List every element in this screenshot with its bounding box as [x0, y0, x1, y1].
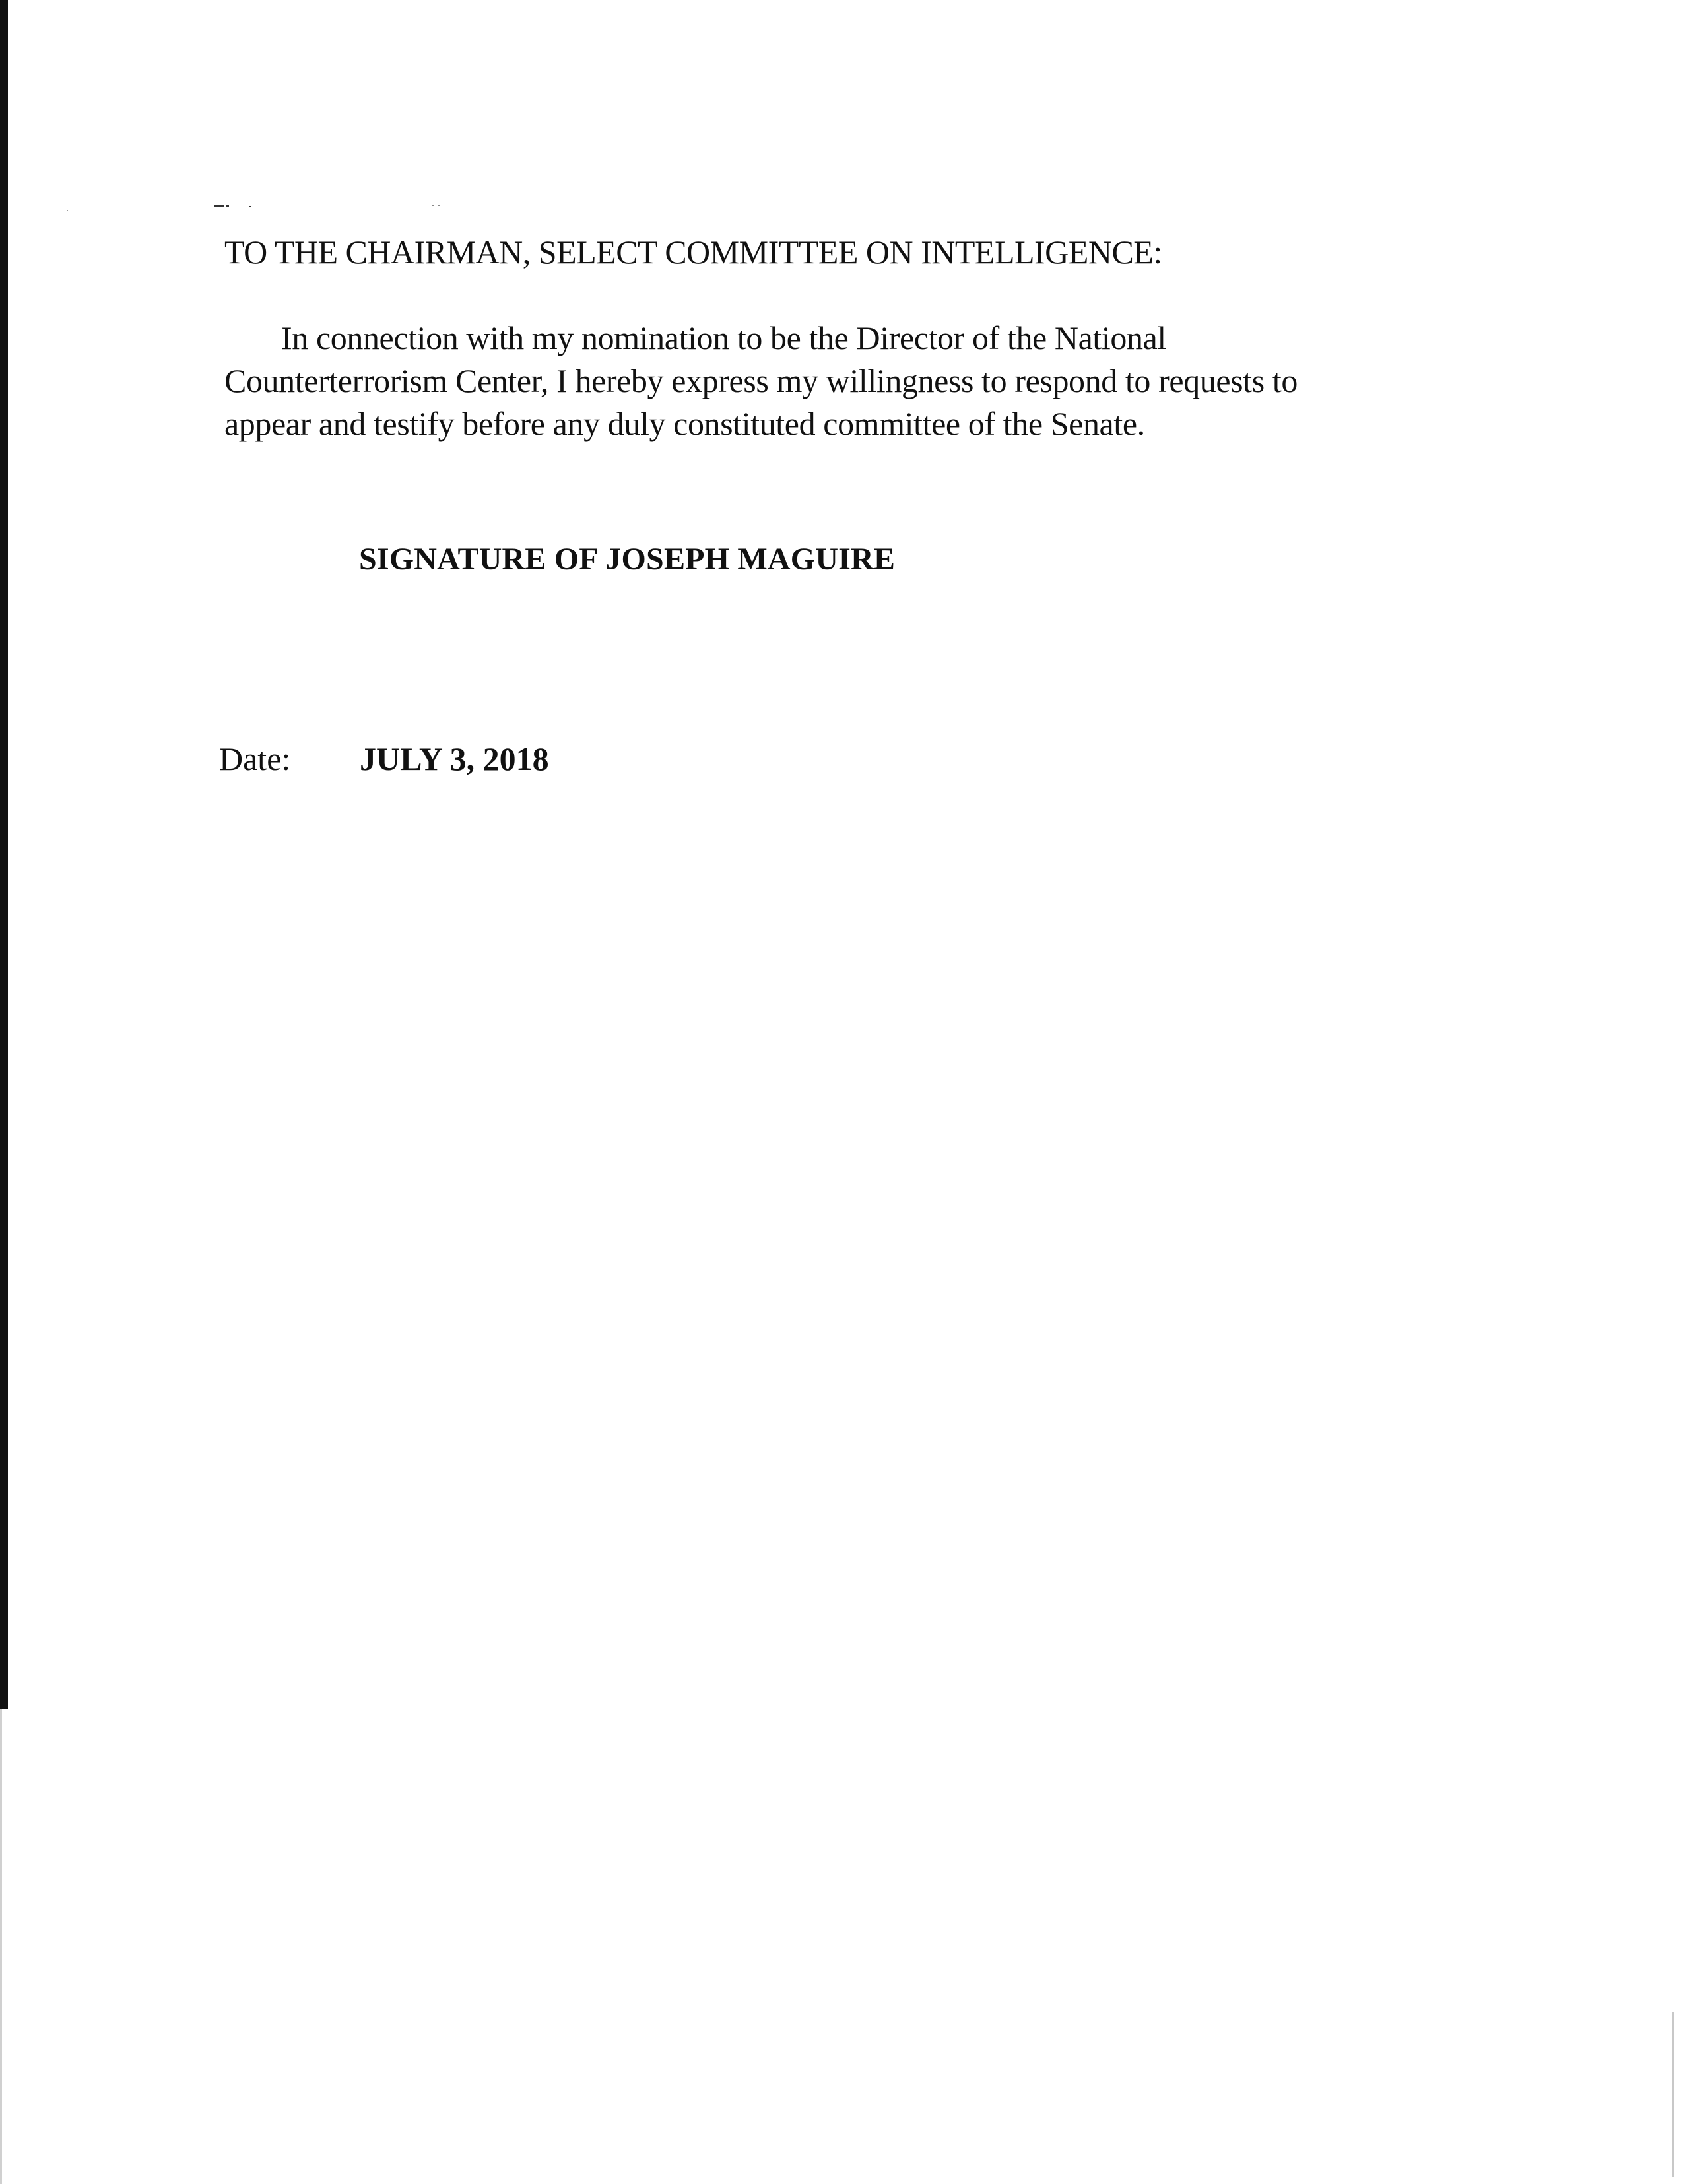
scan-speck: [214, 205, 224, 207]
scan-edge-right: [1672, 2012, 1674, 2177]
scan-speck: [67, 210, 68, 211]
letter-body-line: Counterterrorism Center, I hereby express my willingness to respond to requests to: [224, 362, 1298, 399]
date-value: JULY 3, 2018: [360, 740, 549, 777]
letter-body-line: appear and testify before any duly constituted committee of the Senate.: [224, 405, 1145, 442]
scan-edge-left: [0, 0, 8, 1709]
scan-speck: [438, 205, 440, 206]
date-label: Date:: [219, 740, 291, 777]
scan-edge-left-faint: [0, 1709, 2, 2184]
scan-speck: [249, 206, 251, 207]
letter-salutation: TO THE CHAIRMAN, SELECT COMMITTEE ON INTELLIGENCE:: [224, 234, 1162, 271]
letter-body-line: In connection with my nomination to be the Director of the National: [281, 319, 1166, 356]
signature-line: SIGNATURE OF JOSEPH MAGUIRE: [359, 542, 896, 577]
scan-speck: [226, 205, 229, 207]
letter-body: [224, 317, 1538, 445]
scan-speck: [432, 205, 434, 206]
